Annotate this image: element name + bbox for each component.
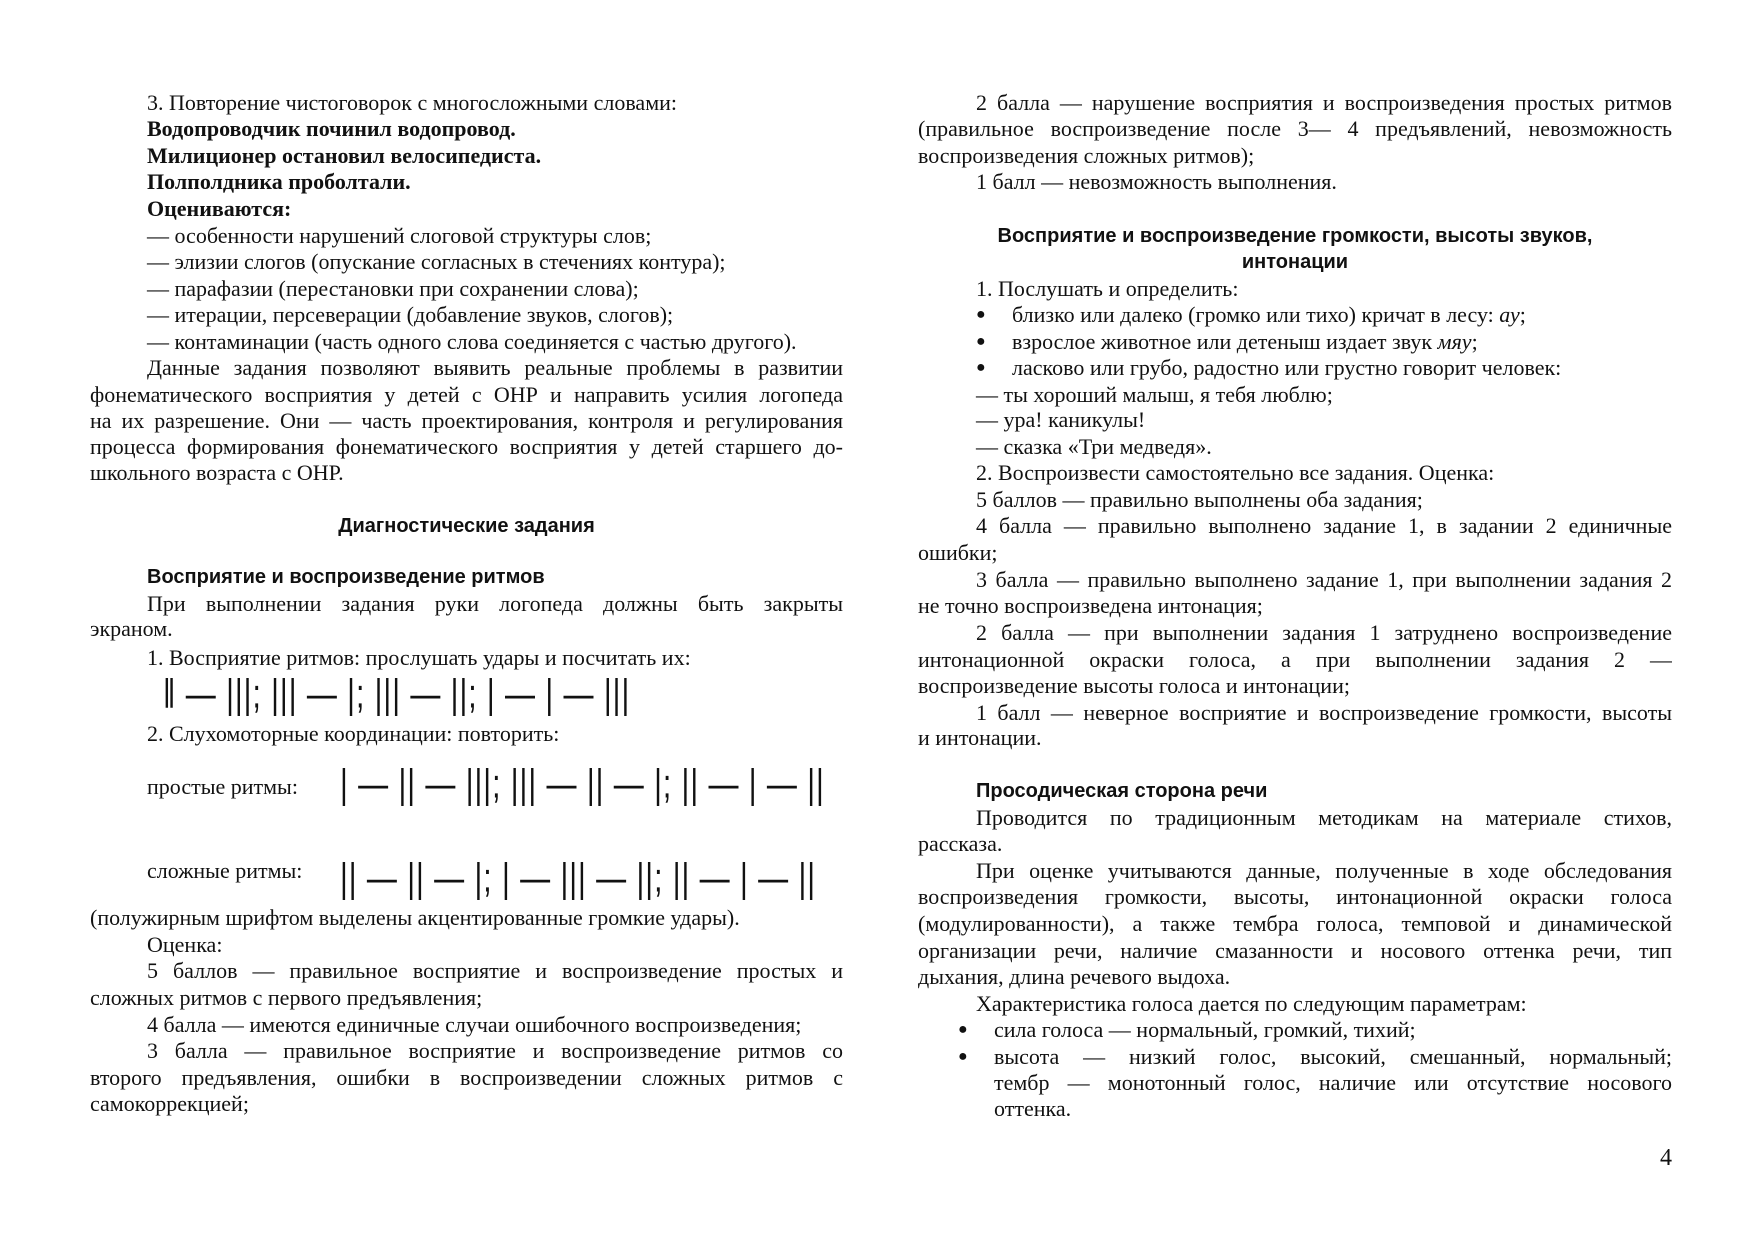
paragraph-line: Проводится по традиционным методикам на материале стихов, [976,805,1672,830]
score-line: интонационной окраски голоса, а при выполнении задания 2 — [918,647,1672,672]
score-line: 1 балл — неверное восприятие и воспроизведение громкости, высоты [976,700,1672,725]
score-line: 4 балла — имеются единичные случаи ошибочного воспроизведения; [147,1012,802,1037]
score-line: 2 балла — нарушение восприятия и воспроизведения простых ритмов [976,90,1672,115]
bullet-icon: ● [976,333,986,350]
rhythm-pattern-1: ‖ — |||; ||| — |; ||| — ||; | — | — ||| [163,672,631,717]
section-heading: Восприятие и воспроизведение громкости, высоты звуков, [997,225,1593,247]
score-line: и интонации. [918,725,1042,750]
list-item: — ты хороший малыш, я тебя люблю; [976,382,1333,407]
list-item: — итерации, персеверации (добавление звуков, слогов); [147,302,674,327]
list-item: — контаминации (часть одного слова соединяется с частью другого). [147,329,797,354]
paragraph-line: рассказа. [918,831,1003,856]
score-line: 3 балла — правильно выполнено задание 1, при выполнении задания 2 [976,567,1672,592]
paragraph-line: При оценке учитываются данные, полученные в ходе обследования [976,858,1672,883]
paragraph-line: на их разрешение. Они — часть проектирования, контроля и регулирования [90,408,843,433]
list-item-3: 3. Повторение чистоговорок с многосложными словами: [147,90,677,115]
task-item-1: 1. Восприятие ритмов: прослушать удары и посчитать их: [147,645,691,670]
subsection-heading: Просодическая сторона речи [976,780,1268,802]
rhythm-pattern-complex: || — || — |; | — ||| — ||; || — | — || [340,856,817,901]
bullet-item: оттенка. [994,1096,1072,1121]
paragraph-line: школьного возраста с ОНР. [90,460,344,485]
bullet-text: взрослое животное или детеныш издает звук [1012,329,1438,354]
rhythm-pattern-simple: | — || — |||; ||| — || — |; || — | — || [340,762,825,807]
score-line: 5 баллов — правильное восприятие и воспроизведение простых и [147,958,843,983]
paragraph-line: При выполнении задания руки логопеда должны быть закрыты [147,591,843,616]
bullet-item: тембр — монотонный голос, наличие или отсутствие носового [994,1070,1672,1095]
punctuation: ; [1519,302,1526,327]
bullet-item [1012,302,1526,328]
score-line: 4 балла — правильно выполнено задание 1, в задании 2 единичные [976,513,1672,538]
punctuation: ; [1471,329,1478,354]
paragraph-line: Характеристика голоса дается по следующим параметрам: [976,991,1527,1016]
score-line: второго предъявления, ошибки в воспроизведении сложных ритмов с [90,1065,843,1090]
score-line: 5 баллов — правильно выполнены оба задания; [976,487,1423,512]
score-line: воспроизведения сложных ритмов); [918,143,1255,168]
list-item: — сказка «Три медведя». [976,434,1212,459]
example-word: ау [1499,302,1520,327]
simple-rhythms-label: простые ритмы: [147,774,298,799]
section-heading: интонации [1241,251,1349,273]
tongue-twister: Полполдника проболтали. [147,169,411,194]
example-word: мяу [1437,329,1472,354]
score-line: сложных ритмов с первого предъявления; [90,985,483,1010]
bullet-icon: ● [958,1021,968,1038]
bullet-icon: ● [958,1048,968,1065]
task-item-1: 1. Послушать и определить: [976,276,1239,301]
list-item: — особенности нарушений слоговой структуры слов; [147,223,652,248]
section-heading: Диагностические задания [338,515,595,537]
list-item: — ура! каникулы! [976,407,1146,432]
bullet-item: высота — низкий голос, высокий, смешанный, нормальный; [994,1044,1672,1069]
score-line: 3 балла — правильное восприятие и воспроизведение ритмов со [147,1038,843,1063]
score-line: 1 балл — невозможность выполнения. [976,169,1337,194]
tongue-twister: Водопроводчик починил водопровод. [147,116,516,141]
paragraph-line: Данные задания позволяют выявить реальные проблемы в развитии [147,355,843,380]
paragraph-line: (модулированности), а также тембра голоса, темповой и динамической [918,911,1672,936]
complex-rhythms-label: сложные ритмы: [147,858,303,883]
tongue-twister: Милиционер остановил велосипедиста. [147,143,542,168]
bullet-text: близко или далеко (громко или тихо) кричат в лесу: [1012,302,1500,327]
score-line: не точно воспроизведена интонация; [918,593,1263,618]
score-line: самокоррекцией; [90,1091,249,1116]
page-number: 4 [1660,1145,1672,1171]
task-item-2: 2. Слухомоторные координации: повторить: [147,721,560,746]
score-line: 2 балла — при выполнении задания 1 затруднено воспроизведение [976,620,1672,645]
evaluated-label: Оцениваются: [147,196,292,221]
paragraph-line: дыхания, длина речевого выдоха. [918,964,1231,989]
subsection-heading: Восприятие и воспроизведение ритмов [147,566,545,588]
paragraph-line: экраном. [90,616,173,641]
paragraph-line: процесса формирования фонематического восприятия у детей старшего до- [90,434,843,459]
bullet-icon: ● [976,359,986,376]
score-line: ошибки; [918,540,998,565]
score-line: (правильное воспроизведение после 3— 4 предъявлений, невозможность [918,116,1672,141]
task-item-2: 2. Воспроизвести самостоятельно все задания. Оценка: [976,460,1495,485]
bullet-item [1012,329,1478,355]
list-item: — элизии слогов (опускание согласных в стечениях контура); [147,249,726,274]
score-line: воспроизведение высоты голоса и интонации; [918,673,1350,698]
score-label: Оценка: [147,932,223,957]
bullet-item: ласково или грубо, радостно или грустно говорит человек: [1012,355,1562,380]
list-item: — парафазии (перестановки при сохранении слова); [147,276,639,301]
paragraph-line: организации речи, наличие смазанности и носового оттенка речи, тип [918,938,1672,963]
paragraph-line: воспроизведения громкости, высоты, интонационной окраски голоса [918,884,1672,909]
paragraph-line: фонематического восприятия у детей с ОНР и направить усилия логопеда [90,382,843,407]
note-line: (полужирным шрифтом выделены акцентированные громкие удары). [90,905,740,930]
bullet-icon: ● [976,306,986,323]
bullet-item: сила голоса — нормальный, громкий, тихий; [994,1017,1416,1042]
